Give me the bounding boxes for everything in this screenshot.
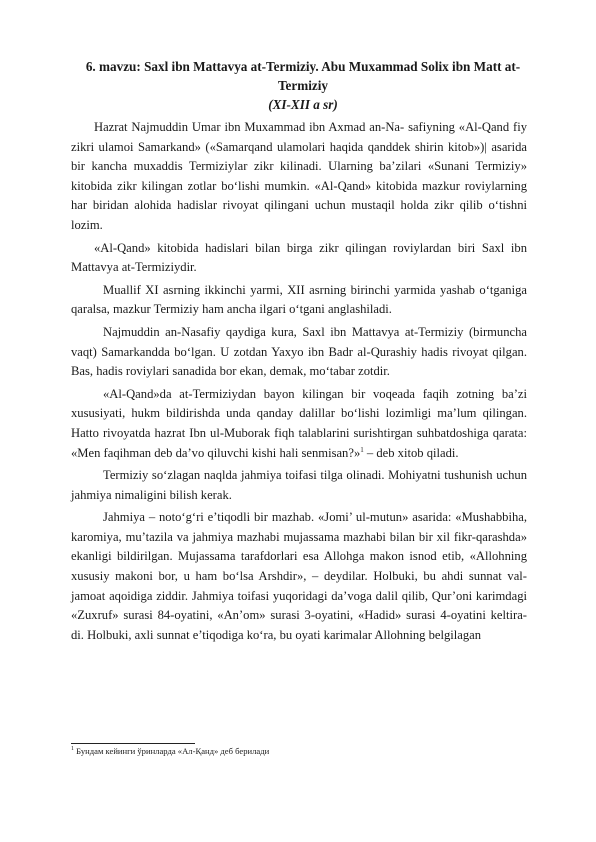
paragraph-3: Muallif XI asrning ikkinchi yarmi, XII asrning birinchi yarmida yashab o‘tganiga qaralsa, mazkur Termiziy ham ancha ilgari o‘tgani anglashiladi. — [71, 282, 527, 317]
footnote-reference: 1 — [360, 445, 364, 454]
page-title-line-1: 6. mavzu: Saxl ibn Mattavya at-Termiziy. Abu Muxammad Solix ibn Matt at- — [85, 59, 521, 74]
page-title-line-2: Termiziy — [277, 78, 329, 93]
paragraph-5-text: «Al-Qand»da at-Termiziydan bayon kilingan bir voqeada faqih zotning ba’zi xususiyati, hukm bildirishda unda qanday dalillar bo‘lishi lozimligi ma’lum qilingan. Hatto rivoyatda hazrat Ibn ul-Muborak fiqh talablarini surishtirgan suhbatdoshiga qarata: «Men faqihman deb da’vo qiluvchi kishi hali senmisan?» — [71, 386, 527, 460]
footnote-divider — [71, 743, 195, 744]
paragraph-2: «Al-Qand» kitobida hadislari bilan birga zikr qilingan roviylardan biri Saxl ibn Mattavya at-Termiziydir. — [71, 240, 527, 275]
paragraph-6: Termiziy so‘zlagan naqlda jahmiya toifasi tilga olinadi. Mohiyatni tushunish uchun jahmiya nimaligini bilish kerak. — [71, 468, 527, 502]
paragraph-7: Jahmiya – noto‘g‘ri e’tiqodli bir mazhab. «Jomi’ ul-mutun» asarida: «Mushabbiha, karomiya, mu’tazila va jahmiya mazhabi mujassama mazhabi bilan bir xil fikr-qarashda» ekanligi bildirilgan. Mujassama tarafdorlari esa Allohga makon isnod etib, «Allohning xususiy makoni bor, u ham bo‘lsa Arshdir», – deydilar. Holbuki, bu ahdi sunnat val-jamoat aqoidiga ziddir. Jahmiya toifasi yuqoridagi da’voga dalil qilib, Qur’oni karimdagi «Zuxruf» surasi 84-oyatini, «An’om» surasi 3-oyatini, «Hadid» surasi 4-oyatini keltira- di. Holbuki, axli sunnat e’tiqodiga ko‘ra, bu oyati karimalar Allohning belgilagan — [71, 510, 527, 642]
footnote-text: Бундам кейинги ўринларда «Ал-Қанд» деб берилади — [76, 746, 270, 756]
paragraph-4: Najmuddin an-Nasafiy qaydiga kura, Saxl ibn Mattavya at-Termiziy (birmuncha vaqt) Samarkandda bo‘lgan. U zotdan Yaxyo ibn Badr al-Qurashiy hadis rivoyat qilgan. Bas, hadis roviylari sanadida bor ekan, demak, mo‘tabar zotdir. — [71, 324, 527, 379]
footnote-number: 1 — [71, 746, 74, 753]
page-title — [58, 57, 548, 95]
paragraph-1: Hazrat Najmuddin Umar ibn Muxammad ibn Axmad an-Na- safiyning «Al-Qand fiy zikri ulamoi Samarkand» («Samarqand ulamolari haqida qanddek shirin kitob»)| asarida bir kancha muxaddis Termiziylar zikr kilinadi. Ularning ba’zilari «Sunani Termiziy» kitobida zikr kilingan zotlar bo‘lishi mumkin. «Al-Qand» kitobida mazkur roviylarning har biridan alohida hadislar rivoyat qilingani uchun mustaqil holda zikr qilib o‘tishni lozim. — [71, 120, 527, 232]
page-subtitle: (XI-XII a sr) — [268, 97, 338, 112]
paragraph-5-tail: – deb xitob qiladi. — [363, 445, 459, 460]
paragraph-5 — [71, 385, 527, 463]
footnote — [71, 745, 527, 757]
document-body — [71, 118, 527, 648]
